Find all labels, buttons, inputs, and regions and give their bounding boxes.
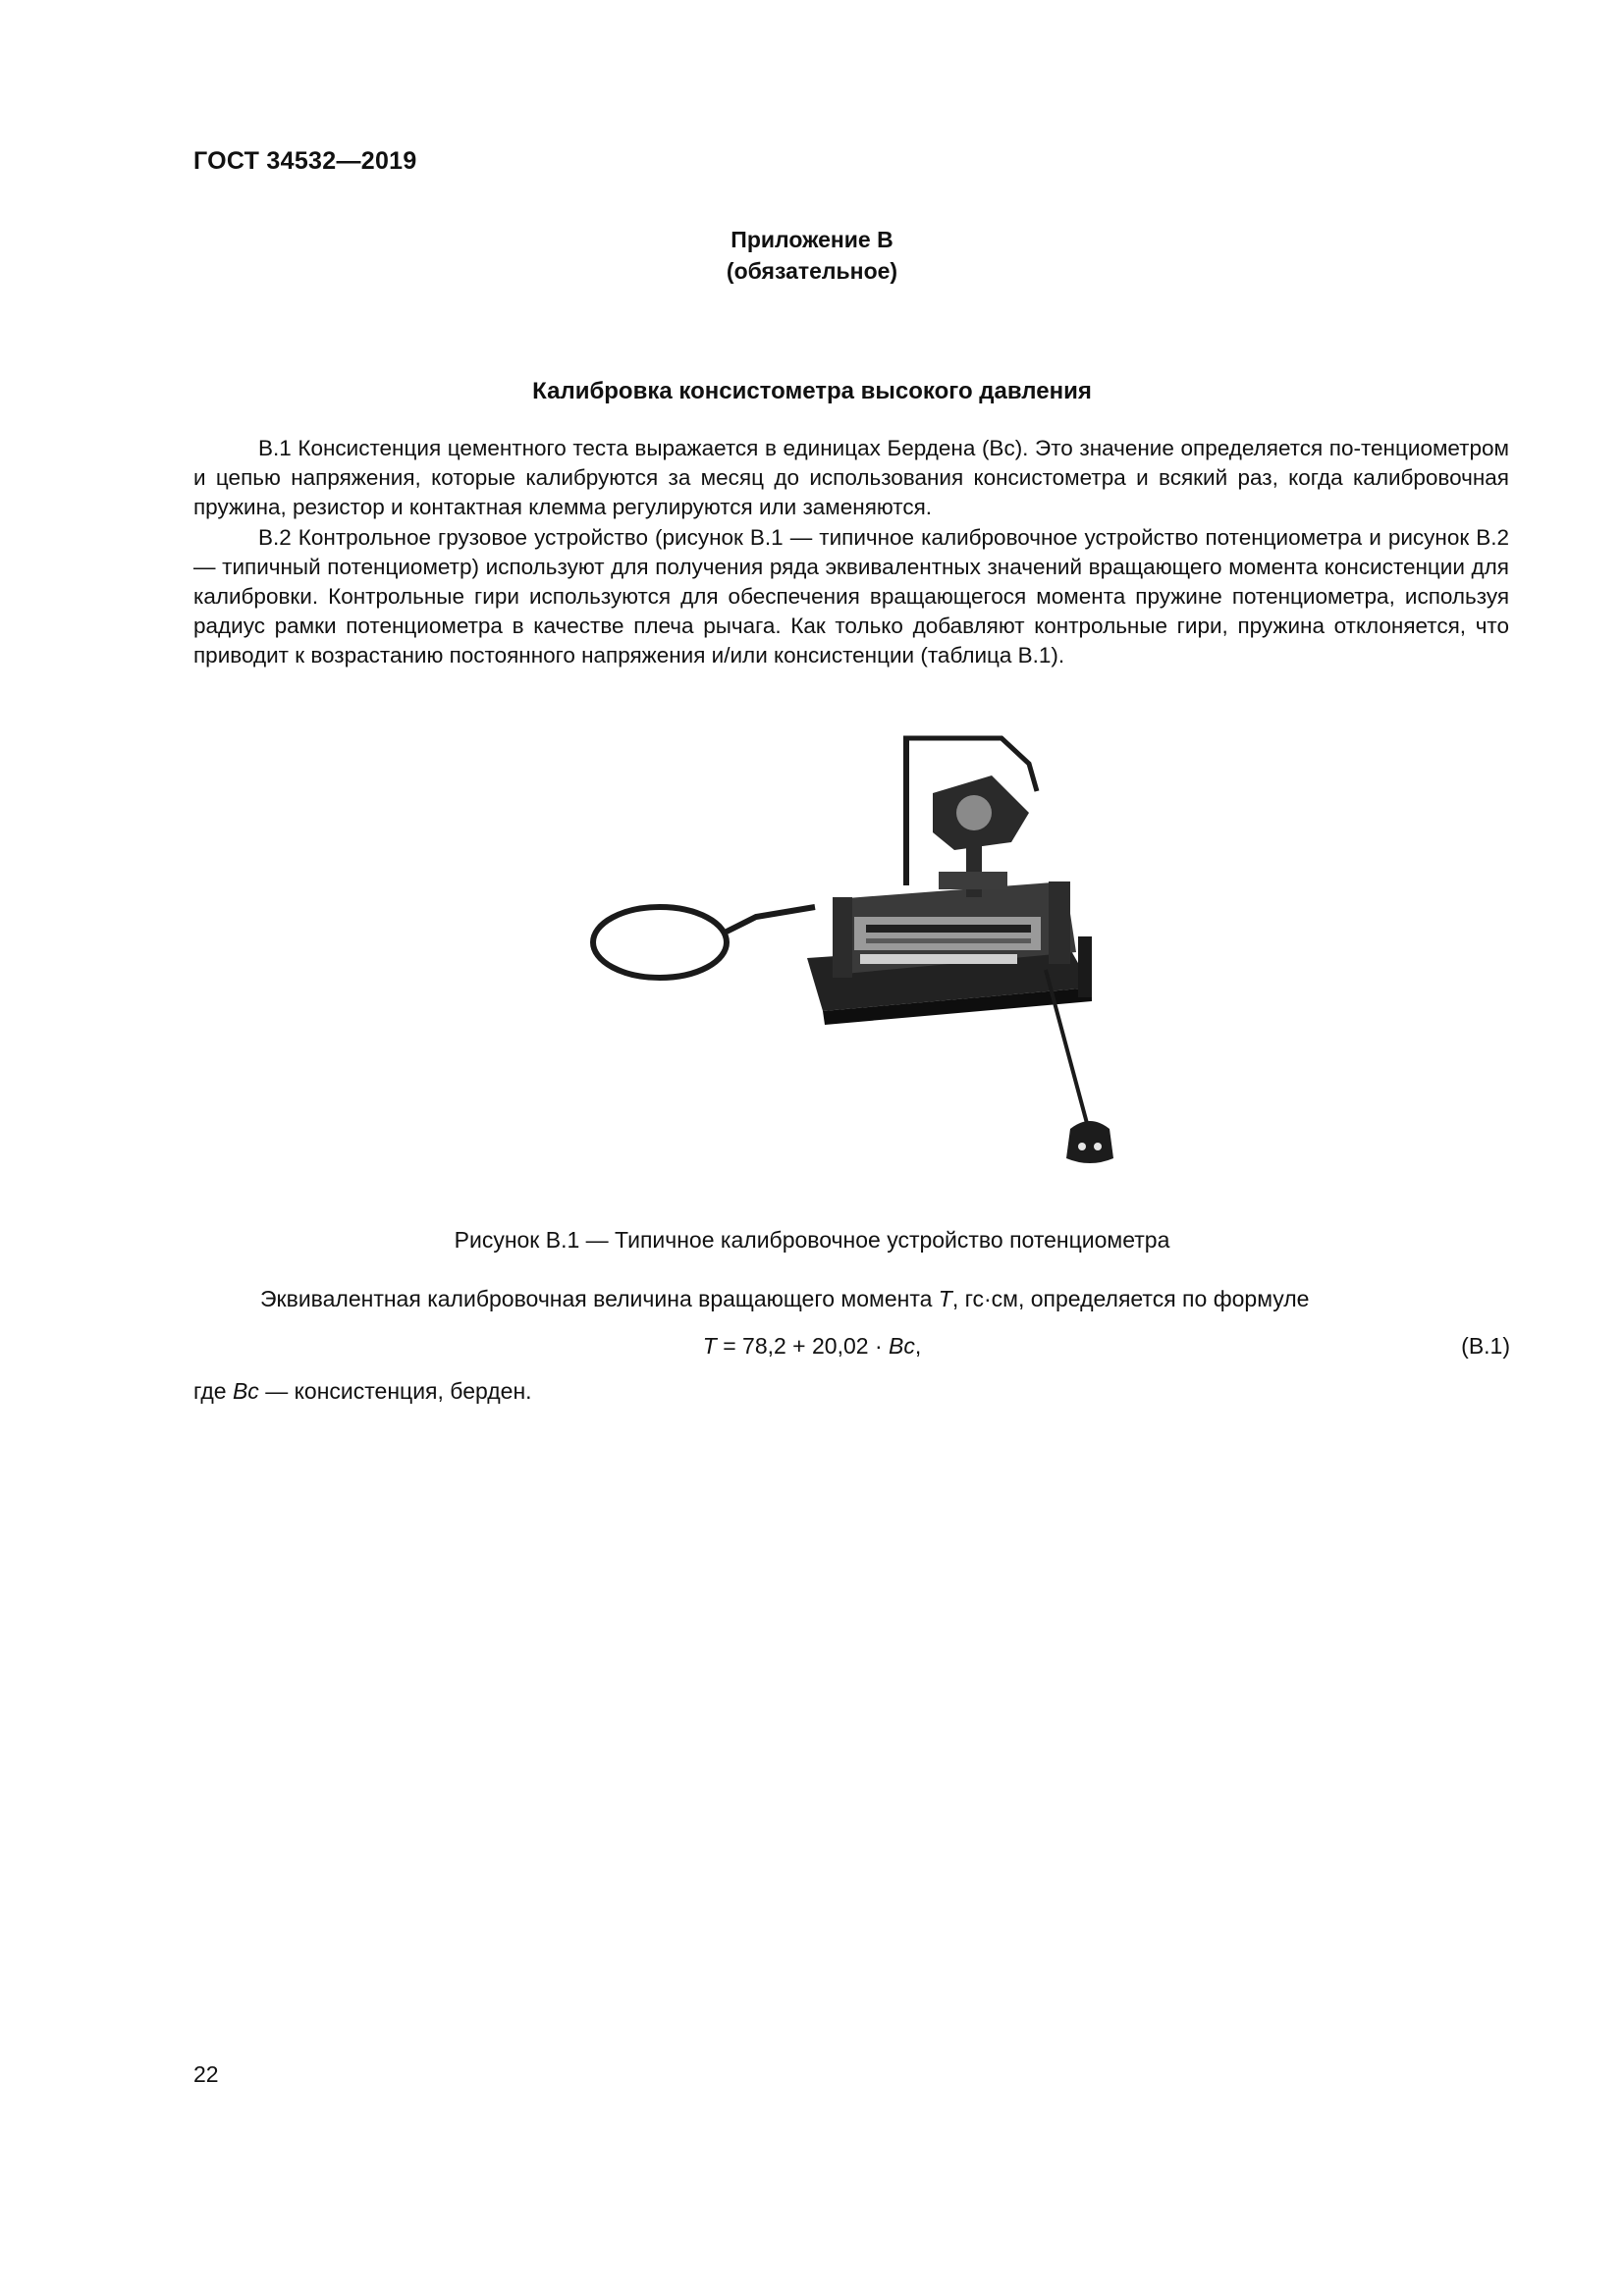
formula-legend [193, 1378, 532, 1405]
paragraph-b2: В.2 Контрольное грузовое устройство (рисунок В.1 — типичное калибровочное устройство потенциометра и рисунок В.2 — типичный потенциометр) используют для получения ряда эквивалентных значений вращающего момента консистенции для калибровки. Контрольные гири используются для обеспечения вращающегося момента пружине потенциометра, используя радиус рамки потенциометра в качестве плеча рычага. Как только добавляют контрольные гири, пружина отклоняется, что приводит к возрастанию постоянного напряжения и/или консистенции (таблица В.1). [193, 524, 1509, 668]
formula-variable: Bc [889, 1333, 915, 1359]
calibration-device-figure [589, 724, 1119, 1196]
appendix-title: Приложение В [731, 227, 893, 252]
appendix-heading [0, 224, 1624, 287]
legend-prefix: где [193, 1378, 233, 1404]
formula [0, 1333, 1624, 1360]
calibration-weight [1066, 1121, 1113, 1163]
figure-caption: Рисунок В.1 — Типичное калибровочное устройство потенциометра [454, 1227, 1170, 1253]
pulley-bracket [1078, 936, 1092, 997]
formula-intro-variable: T [938, 1286, 952, 1311]
cable-lead [725, 907, 815, 933]
legend-variable: Bc [232, 1378, 259, 1404]
page-number: 22 [193, 2061, 219, 2087]
frame-right-post [1049, 881, 1070, 964]
legend-text: — консистенция, берден. [258, 1378, 532, 1404]
scale-strip [860, 954, 1017, 964]
potentiometer-dial [956, 795, 992, 830]
formula-lhs: T [702, 1333, 717, 1359]
section-title: Калибровка консистометра высокого давления [532, 378, 1092, 404]
spring-bar [866, 925, 1031, 933]
weight-mark-right [1094, 1143, 1102, 1150]
formula-intro-units: , гс·см, определяется по формуле [951, 1286, 1310, 1311]
spring-housing [854, 917, 1041, 950]
document-header: ГОСТ 34532—2019 [193, 147, 417, 175]
paragraph-b1: В.1 Консистенция цементного теста выражается в единицах Бердена (Вс). Это значение определяется по-тенциометром и цепью напряжения, которые калибруются за месяц до использования консистометра и всякий раз, когда калибровочная пружина, резистор и контактная клемма регулируются или заменяются. [193, 436, 1509, 520]
body-text [193, 434, 1509, 671]
cable-loop [593, 907, 727, 978]
frame-left-post [833, 897, 852, 978]
mount-block [939, 872, 1007, 889]
appendix-status: (обязательное) [726, 258, 898, 284]
formula-intro [260, 1286, 1309, 1312]
upright-rod [903, 736, 909, 885]
calibration-device-illustration [589, 724, 1119, 1196]
formula-intro-text: Эквивалентная калибровочная величина вращающего момента [260, 1286, 939, 1311]
weight-mark-left [1078, 1143, 1086, 1150]
spring-bar-lower [866, 938, 1031, 943]
formula-number: (В.1) [1461, 1333, 1510, 1359]
formula-end: , [914, 1333, 922, 1359]
formula-rhs: = 78,2 + 20,02 · [716, 1333, 889, 1359]
